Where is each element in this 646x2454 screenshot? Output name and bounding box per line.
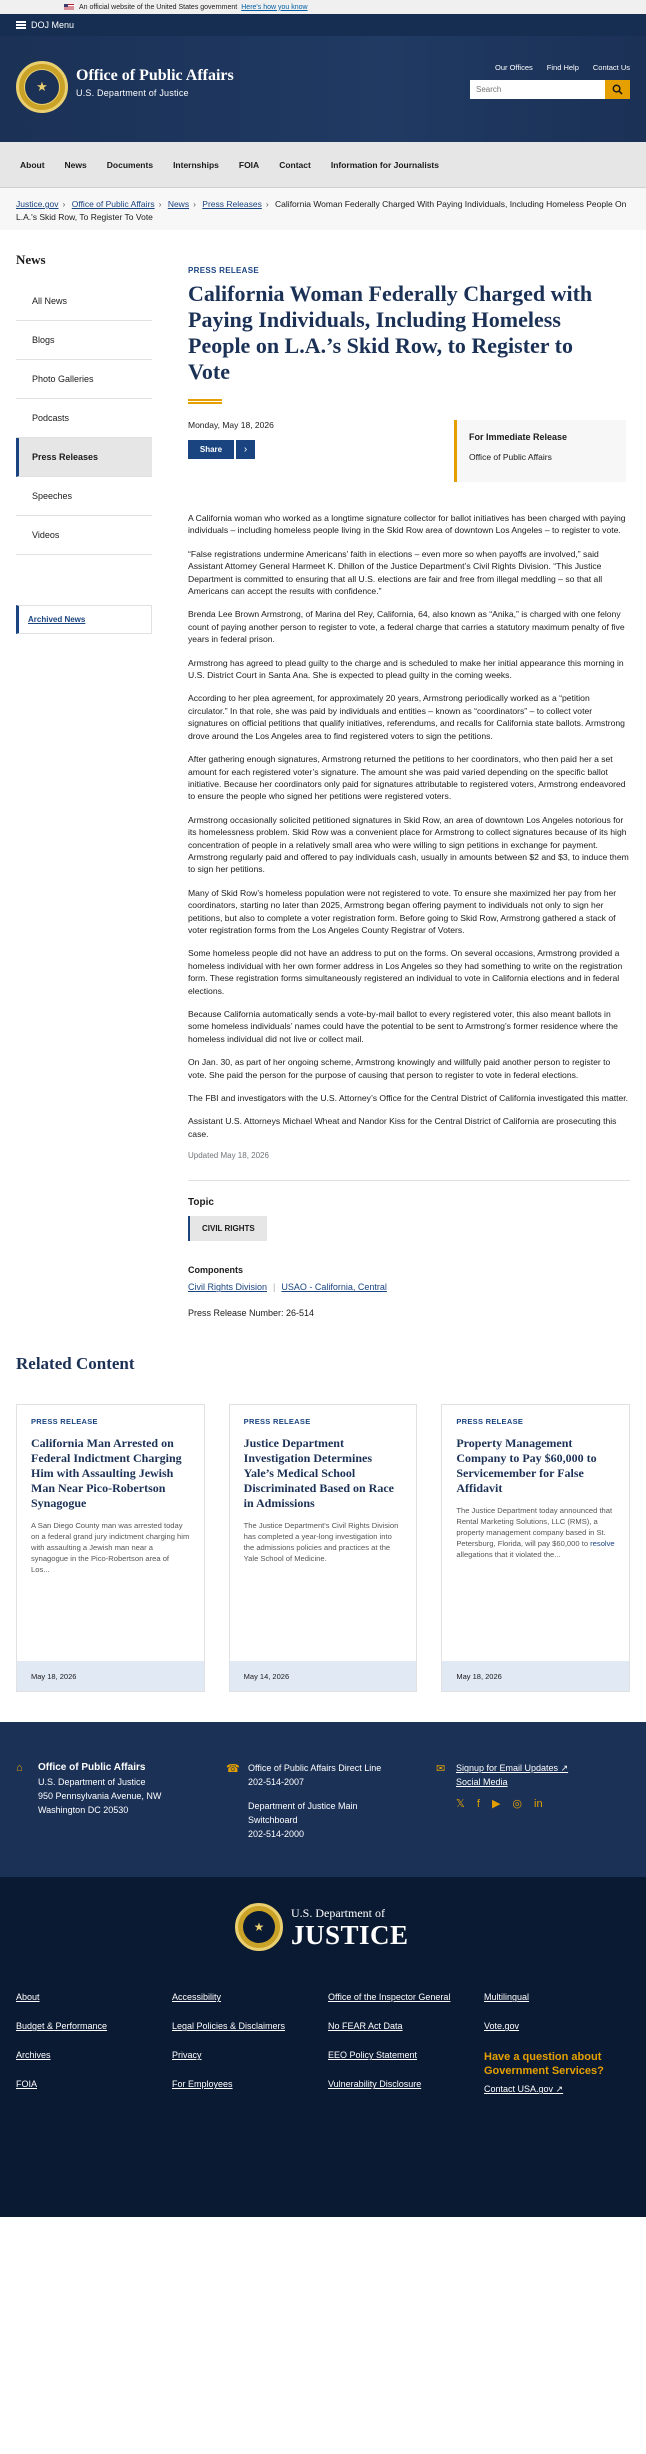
page-title: California Woman Federally Charged with Paying Individuals, Including Homeless People on L.A.’s Skid Row, to Register to Vote	[188, 281, 593, 384]
footer-contact	[0, 1722, 646, 1877]
article-paragraph: Some homeless people did not have an address to put on the forms. On several occasions, Armstrong provided a homeless individual with her own former address in Los Angeles so they had something to write on the registration form. These registration forms simultaneously registered an individual to vote in California elections and in federal elections.	[188, 948, 623, 996]
breadcrumb-opa[interactable]: Office of Public Affairs	[71, 199, 155, 209]
article-paragraph: “False registrations undermine Americans’ faith in elections – even more so when payoffs are involved,” said Assistant Attorney General Harmeet K. Dhillon of the Justice Department’s Civil Rights Division. “This Justice Department is committed to ensuring that all U.S. elections are fair and free from illegal meddling – so that all Americans can accept the results with confidence.”	[188, 548, 603, 597]
nav-contact[interactable]: Contact	[279, 159, 311, 170]
footer-link[interactable]: For Employees	[172, 2079, 233, 2090]
footer	[0, 1722, 646, 2217]
article-paragraph: A California woman who worked as a longtime signature collector for ballot initiatives has been charged with paying individuals – including homeless people living in the Skid Row area of downtown Los Angeles – to register to vote.	[188, 513, 626, 536]
search-form	[470, 80, 630, 99]
breadcrumb-current: California Woman Federally Charged With Paying Individuals, Including Homeless People On L.A.'s Skid Row, To Register To Vote	[16, 199, 627, 222]
article-paragraph: Brenda Lee Brown Armstrong, of Marina del Rey, California, 64, also known as “Anika,” is charged with one felony count of paying another person to register to vote, a federal charge that carries a statutory maximum penalty of five years in federal prison.	[188, 609, 625, 645]
updated-date: Updated May 18, 2026	[188, 1151, 269, 1161]
sidebar	[16, 252, 152, 1318]
heres-how-link[interactable]: Here's how you know	[241, 3, 308, 11]
article-paragraph: Because California automatically sends a vote-by-mail ballot to every registered voter, this also meant ballots in some homeless individuals’ names could have the potential to be sent to Armstrong’s former residence where the homeless individual did not live or collect mail.	[188, 1009, 618, 1044]
article-paragraph: After gathering enough signatures, Armstrong returned the petitions to her coordinators, who then paid her a set amount for each registered voter’s signature. The amount she was paid varied depending on the specific ballot initiative. Because her coordinators only paid for signatures attributable to registered voters, Armstrong endeavored to ensure the people who signed her petitions were registered voters.	[188, 754, 626, 802]
direct-line-label: Office of Public Affairs Direct Line	[248, 1763, 382, 1774]
card-date: May 14, 2026	[230, 1661, 417, 1691]
component-civil-rights-division[interactable]: Civil Rights Division	[188, 1282, 268, 1293]
card-eyebrow: PRESS RELEASE	[456, 1417, 524, 1427]
sidebar-item-press-releases[interactable]: Press Releases	[16, 438, 152, 477]
envelope-icon: ✉	[436, 1763, 446, 1776]
doj-menu-button[interactable]	[0, 14, 646, 36]
footer-link[interactable]: Multilingual	[484, 1992, 530, 2003]
footer-office-title: Office of Public Affairs	[38, 1762, 146, 1774]
card-excerpt: The Justice Department today announced that Rental Marketing Solutions, LLC (RMS), a property management company based in St. Petersburg, Florida, will pay $60,000 to resolve allegations that it violated the...	[456, 1506, 615, 1560]
signup-email-link[interactable]: Signup for Email Updates ↗	[456, 1763, 569, 1774]
gov-banner	[0, 0, 646, 14]
sidebar-item-videos[interactable]: Videos	[16, 516, 152, 555]
sidebar-item-blogs[interactable]: Blogs	[16, 321, 152, 360]
footer-link[interactable]: Accessibility	[172, 1992, 222, 2003]
component-usao-california-central[interactable]: USAO - California, Central	[281, 1282, 387, 1293]
doj-menu-label: DOJ Menu	[31, 20, 75, 30]
release-office: Office of Public Affairs	[469, 452, 552, 462]
related-card[interactable]	[16, 1404, 205, 1692]
footer-address: Office of Public Affairs U.S. Department of Justice 950 Pennsylvania Avenue, NW Washington DC 20530	[38, 1762, 162, 1816]
footer-link[interactable]: FOIA	[16, 2079, 38, 2090]
search-icon	[612, 84, 623, 95]
press-release-number: Press Release Number: 26-514	[188, 1308, 315, 1319]
article-paragraph: The FBI and investigators with the U.S. Attorney’s Office for the Central District of California investigated this matter.	[188, 1093, 629, 1104]
search-button[interactable]	[605, 80, 630, 99]
footer-links-col-3	[328, 1992, 468, 2108]
footer-links-col-2	[172, 1992, 285, 2108]
release-label: For Immediate Release	[469, 432, 568, 442]
contact-us-link[interactable]: Contact Us	[592, 63, 630, 72]
article-eyebrow: PRESS RELEASE	[188, 266, 260, 275]
building-icon: ⌂	[16, 1762, 23, 1775]
hamburger-icon	[16, 21, 26, 29]
nav-foia[interactable]: FOIA	[238, 159, 260, 170]
sidebar-item-photo-galleries[interactable]: Photo Galleries	[16, 360, 152, 399]
sidebar-item-all-news[interactable]: All News	[16, 282, 152, 321]
share-button[interactable]: Share	[188, 440, 234, 459]
footer-link[interactable]: EEO Policy Statement	[328, 2050, 418, 2061]
footer-link[interactable]: No FEAR Act Data	[328, 2021, 403, 2032]
linkedin-icon[interactable]: in	[534, 1798, 543, 1811]
resolve-link[interactable]: resolve	[590, 1539, 615, 1549]
nav-documents[interactable]: Documents	[106, 159, 154, 170]
footer-links-col-1	[16, 1992, 107, 2108]
gov-banner-text: An official website of the United States government	[79, 3, 238, 11]
footer-link[interactable]: Budget & Performance	[16, 2021, 108, 2032]
social-icons	[456, 1797, 568, 1811]
footer-link[interactable]: Archives	[16, 2050, 51, 2061]
article-paragraph: According to her plea agreement, for approximately 20 years, Armstrong periodically worked as a “petition circulator.” In that role, she was paid by individuals and entities – known as “coordinators” – to collect voter signatures on official petitions that qualify initiatives, referendums, and recalls for California state ballots. Armstrong drove around the Los Angeles area to find registered voters to sign the petitions.	[188, 693, 625, 741]
switchboard-phone[interactable]: 202-514-2000	[248, 1829, 305, 1840]
sidebar-item-speeches[interactable]: Speeches	[16, 477, 152, 516]
social-media-link[interactable]: Social Media	[456, 1777, 508, 1788]
card-eyebrow: PRESS RELEASE	[31, 1417, 98, 1427]
our-offices-link[interactable]: Our Offices	[494, 63, 533, 72]
topic-label: Topic	[188, 1197, 214, 1209]
nav-internships[interactable]: Internships	[173, 159, 219, 170]
card-title[interactable]: Justice Department Investigation Determines Yale’s Medical School Discriminated Based on Race in Admissions	[243, 1436, 394, 1511]
card-eyebrow: PRESS RELEASE	[243, 1417, 311, 1427]
breadcrumb: Justice.gov › Office of Public Affairs › News › Press Releases › California Woman Federally Charged With Paying Individuals, Including Homeless People On L.A.'s Skid Row, To Register To Vote	[0, 188, 646, 230]
divider	[188, 1180, 630, 1181]
phone-icon: ☎	[226, 1763, 240, 1776]
us-flag-icon	[64, 4, 74, 10]
doj-footer-logo[interactable]: ★ U.S. Department of JUSTICE	[235, 1903, 409, 1951]
related-title: Related Content	[16, 1354, 135, 1374]
site-header	[0, 36, 646, 142]
archived-news-link[interactable]: Archived News	[16, 605, 152, 634]
utility-links	[495, 63, 630, 72]
footer-link[interactable]: Privacy	[172, 2050, 202, 2061]
footer-signup	[456, 1761, 568, 1811]
article-body	[188, 512, 630, 1140]
breadcrumb-justice-gov[interactable]: Justice.gov	[16, 199, 59, 209]
contact-usa-gov-link[interactable]: Contact USA.gov ↗	[484, 2084, 564, 2095]
share-chevron-icon[interactable]: ›	[236, 440, 255, 459]
nav-about[interactable]: About	[20, 159, 45, 170]
release-box	[454, 420, 626, 482]
find-help-link[interactable]: Find Help	[546, 63, 579, 72]
article-paragraph: Many of Skid Row’s homeless population were not registered to vote. To ensure she maximized her pay from her coordinators, starting no later than 2025, Armstrong began offering payment to individuals not only to sign her petitions, but also to complete a voter registration form. Before going to Skid Row, Armstrong gathered a stack of voter registration forms from the Los Angeles County Registrar of Voters.	[188, 887, 617, 935]
card-date: May 18, 2026	[442, 1661, 629, 1691]
article-paragraph: On Jan. 30, as part of her ongoing scheme, Armstrong knowingly and willfully paid another person to register to vote. She paid the person for the purpose of causing that person to register to vote in federal elections.	[188, 1057, 611, 1080]
site-title[interactable]: Office of Public Affairs	[76, 67, 234, 84]
direct-line-phone[interactable]: 202-514-2007	[248, 1777, 305, 1788]
footer-links-col-4	[484, 1992, 630, 2113]
nav-news[interactable]: News	[64, 159, 87, 170]
footer-phones	[248, 1761, 418, 1841]
footer-link[interactable]: Vulnerability Disclosure	[328, 2079, 422, 2090]
switchboard-label: Department of Justice Main Switchboard	[248, 1801, 358, 1826]
components-label: Components	[188, 1265, 243, 1276]
card-title[interactable]: Property Management Company to Pay $60,000 to Servicemember for False Affidavit	[456, 1436, 597, 1496]
youtube-icon[interactable]: ▶	[491, 1798, 501, 1811]
topic-tag-civil-rights[interactable]: CIVIL RIGHTS	[188, 1216, 267, 1241]
article-paragraph: Armstrong has agreed to plead guilty to the charge and is scheduled to make her initial appearance this morning in U.S. District Court in Santa Ana. She is expected to plead guilty in the coming weeks.	[188, 657, 624, 681]
main-content	[0, 230, 646, 1318]
article-paragraph: Armstrong occasionally solicited petitioned signatures in Skid Row, an area of downtown Los Angeles notorious for its homelessness problem. Skid Row was a convenient place for Armstrong to collect signatures because of its high concentration of people in a relatively small area who were willing to sign petitions in exchange for payment. Armstrong regularly paid and offered to pay individuals cash, usually in amounts between $2 and $3, to induce them to sign her petitions.	[188, 814, 629, 875]
nav-info-journalists[interactable]: Information for Journalists	[330, 159, 439, 170]
related-card[interactable]	[441, 1404, 630, 1692]
article-paragraph: Assistant U.S. Attorneys Michael Wheat and Nandor Kiss for the Central District of California are prosecuting this case.	[188, 1116, 617, 1139]
component-links: Civil Rights Division | USAO - California, Central	[188, 1282, 387, 1293]
article	[188, 252, 630, 1318]
article-date: Monday, May 18, 2026	[188, 420, 274, 430]
doj-seal-icon[interactable]: ★	[16, 61, 68, 113]
footer-link[interactable]: Legal Policies & Disclaimers	[172, 2021, 286, 2032]
search-input[interactable]	[470, 80, 605, 99]
related-content	[0, 1354, 646, 1692]
x-icon[interactable]: 𝕏	[456, 1798, 465, 1811]
related-card[interactable]	[229, 1404, 418, 1692]
facebook-icon[interactable]: f	[476, 1798, 480, 1811]
article-meta	[188, 420, 630, 482]
footer-link[interactable]: Vote.gov	[484, 2021, 520, 2032]
footer-links	[0, 1877, 646, 2217]
card-excerpt: The Justice Department's Civil Rights Division has completed a year-long investigation into the admissions policies and practices at the Yale School of Medicine.	[243, 1521, 399, 1564]
doj-seal-icon: ★	[235, 1903, 283, 1951]
main-nav	[0, 142, 646, 188]
site-subtitle: U.S. Department of Justice	[76, 88, 189, 98]
card-title[interactable]: California Man Arrested on Federal Indictment Charging Him with Assaulting Jewish Man Near Pico-Robertson Synagogue	[31, 1436, 182, 1511]
government-services-question: Have a question about Government Services?	[484, 2051, 604, 2078]
footer-link[interactable]: About	[16, 1992, 40, 2003]
card-excerpt: A San Diego County man was arrested today on a federal grand jury indictment charging him with assaulting a Jewish man near a synagogue in the Pico-Robertson area of Los...	[31, 1521, 190, 1575]
breadcrumb-news[interactable]: News	[167, 199, 190, 209]
card-date: May 18, 2026	[17, 1661, 204, 1691]
footer-link[interactable]: Office of the Inspector General	[328, 1992, 451, 2003]
breadcrumb-press-releases[interactable]: Press Releases	[202, 199, 262, 209]
gold-divider	[188, 399, 222, 404]
sidebar-title: News	[16, 252, 46, 267]
instagram-icon[interactable]: ◎	[512, 1798, 523, 1811]
sidebar-item-podcasts[interactable]: Podcasts	[16, 399, 152, 438]
